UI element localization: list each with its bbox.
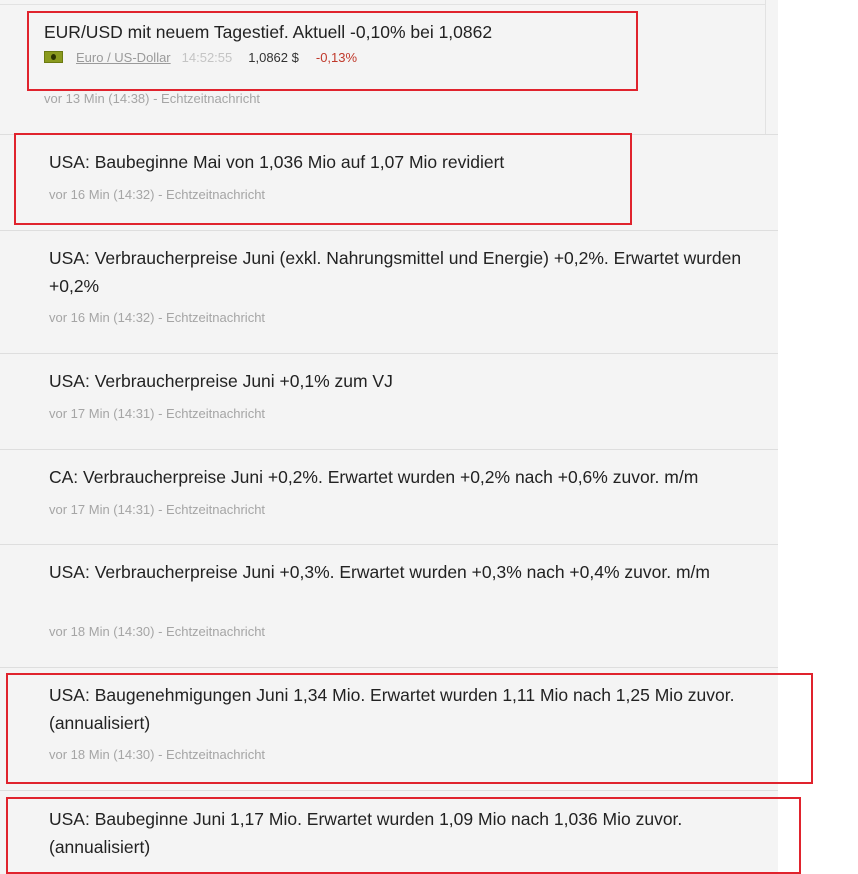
news-meta: vor 18 Min (14:30) - Echtzeitnachricht (49, 747, 266, 762)
news-item[interactable] (0, 354, 778, 449)
news-item[interactable] (0, 450, 778, 544)
news-meta: vor 16 Min (14:32) - Echtzeitnachricht (49, 310, 266, 325)
instrument-link[interactable]: Euro / US-Dollar (76, 49, 171, 65)
currency-flag-icon (44, 51, 63, 63)
news-meta: vor 18 Min (14:30) - Echtzeitnachricht (49, 624, 266, 639)
news-meta: vor 17 Min (14:31) - Echtzeitnachricht (49, 502, 266, 517)
quote-change: -0,13% (315, 49, 358, 65)
news-item-eurusd[interactable] (0, 0, 778, 134)
news-item[interactable] (0, 135, 778, 230)
news-item[interactable] (0, 545, 778, 667)
news-meta: vor 13 Min (14:38) - Echtzeitnachricht (44, 91, 261, 106)
quote-time: 14:52:55 (181, 49, 233, 65)
news-headline[interactable]: USA: Verbraucherpreise Juni +0,1% zum VJ (49, 371, 393, 391)
quote-row (44, 48, 357, 66)
news-headline[interactable]: CA: Verbraucherpreise Juni +0,2%. Erwartet wurden +0,2% nach +0,6% zuvor. m/m (49, 467, 699, 487)
news-item[interactable] (0, 231, 778, 353)
quote-price: 1,0862 $ (248, 49, 299, 65)
news-headline[interactable]: EUR/USD mit neuem Tagestief. Aktuell -0,10% bei 1,0862 (44, 22, 493, 42)
news-headline[interactable]: USA: Baugenehmigungen Juni 1,34 Mio. Erwartet wurden 1,11 Mio nach 1,25 Mio zuvor. (annualisiert) (49, 685, 735, 733)
news-headline[interactable]: USA: Verbraucherpreise Juni (exkl. Nahrungsmittel und Energie) +0,2%. Erwartet wurden +0,2% (49, 248, 742, 296)
news-headline[interactable]: USA: Verbraucherpreise Juni +0,3%. Erwartet wurden +0,3% nach +0,4% zuvor. m/m (49, 562, 710, 582)
news-item[interactable] (0, 668, 778, 790)
news-headline[interactable]: USA: Baubeginne Mai von 1,036 Mio auf 1,07 Mio revidiert (49, 152, 505, 172)
news-headline[interactable]: USA: Baubeginne Juni 1,17 Mio. Erwartet wurden 1,09 Mio nach 1,036 Mio zuvor. (annualisiert) (49, 809, 683, 857)
news-item[interactable] (0, 791, 778, 874)
news-meta: vor 17 Min (14:31) - Echtzeitnachricht (49, 406, 266, 421)
news-meta: vor 16 Min (14:32) - Echtzeitnachricht (49, 187, 266, 202)
